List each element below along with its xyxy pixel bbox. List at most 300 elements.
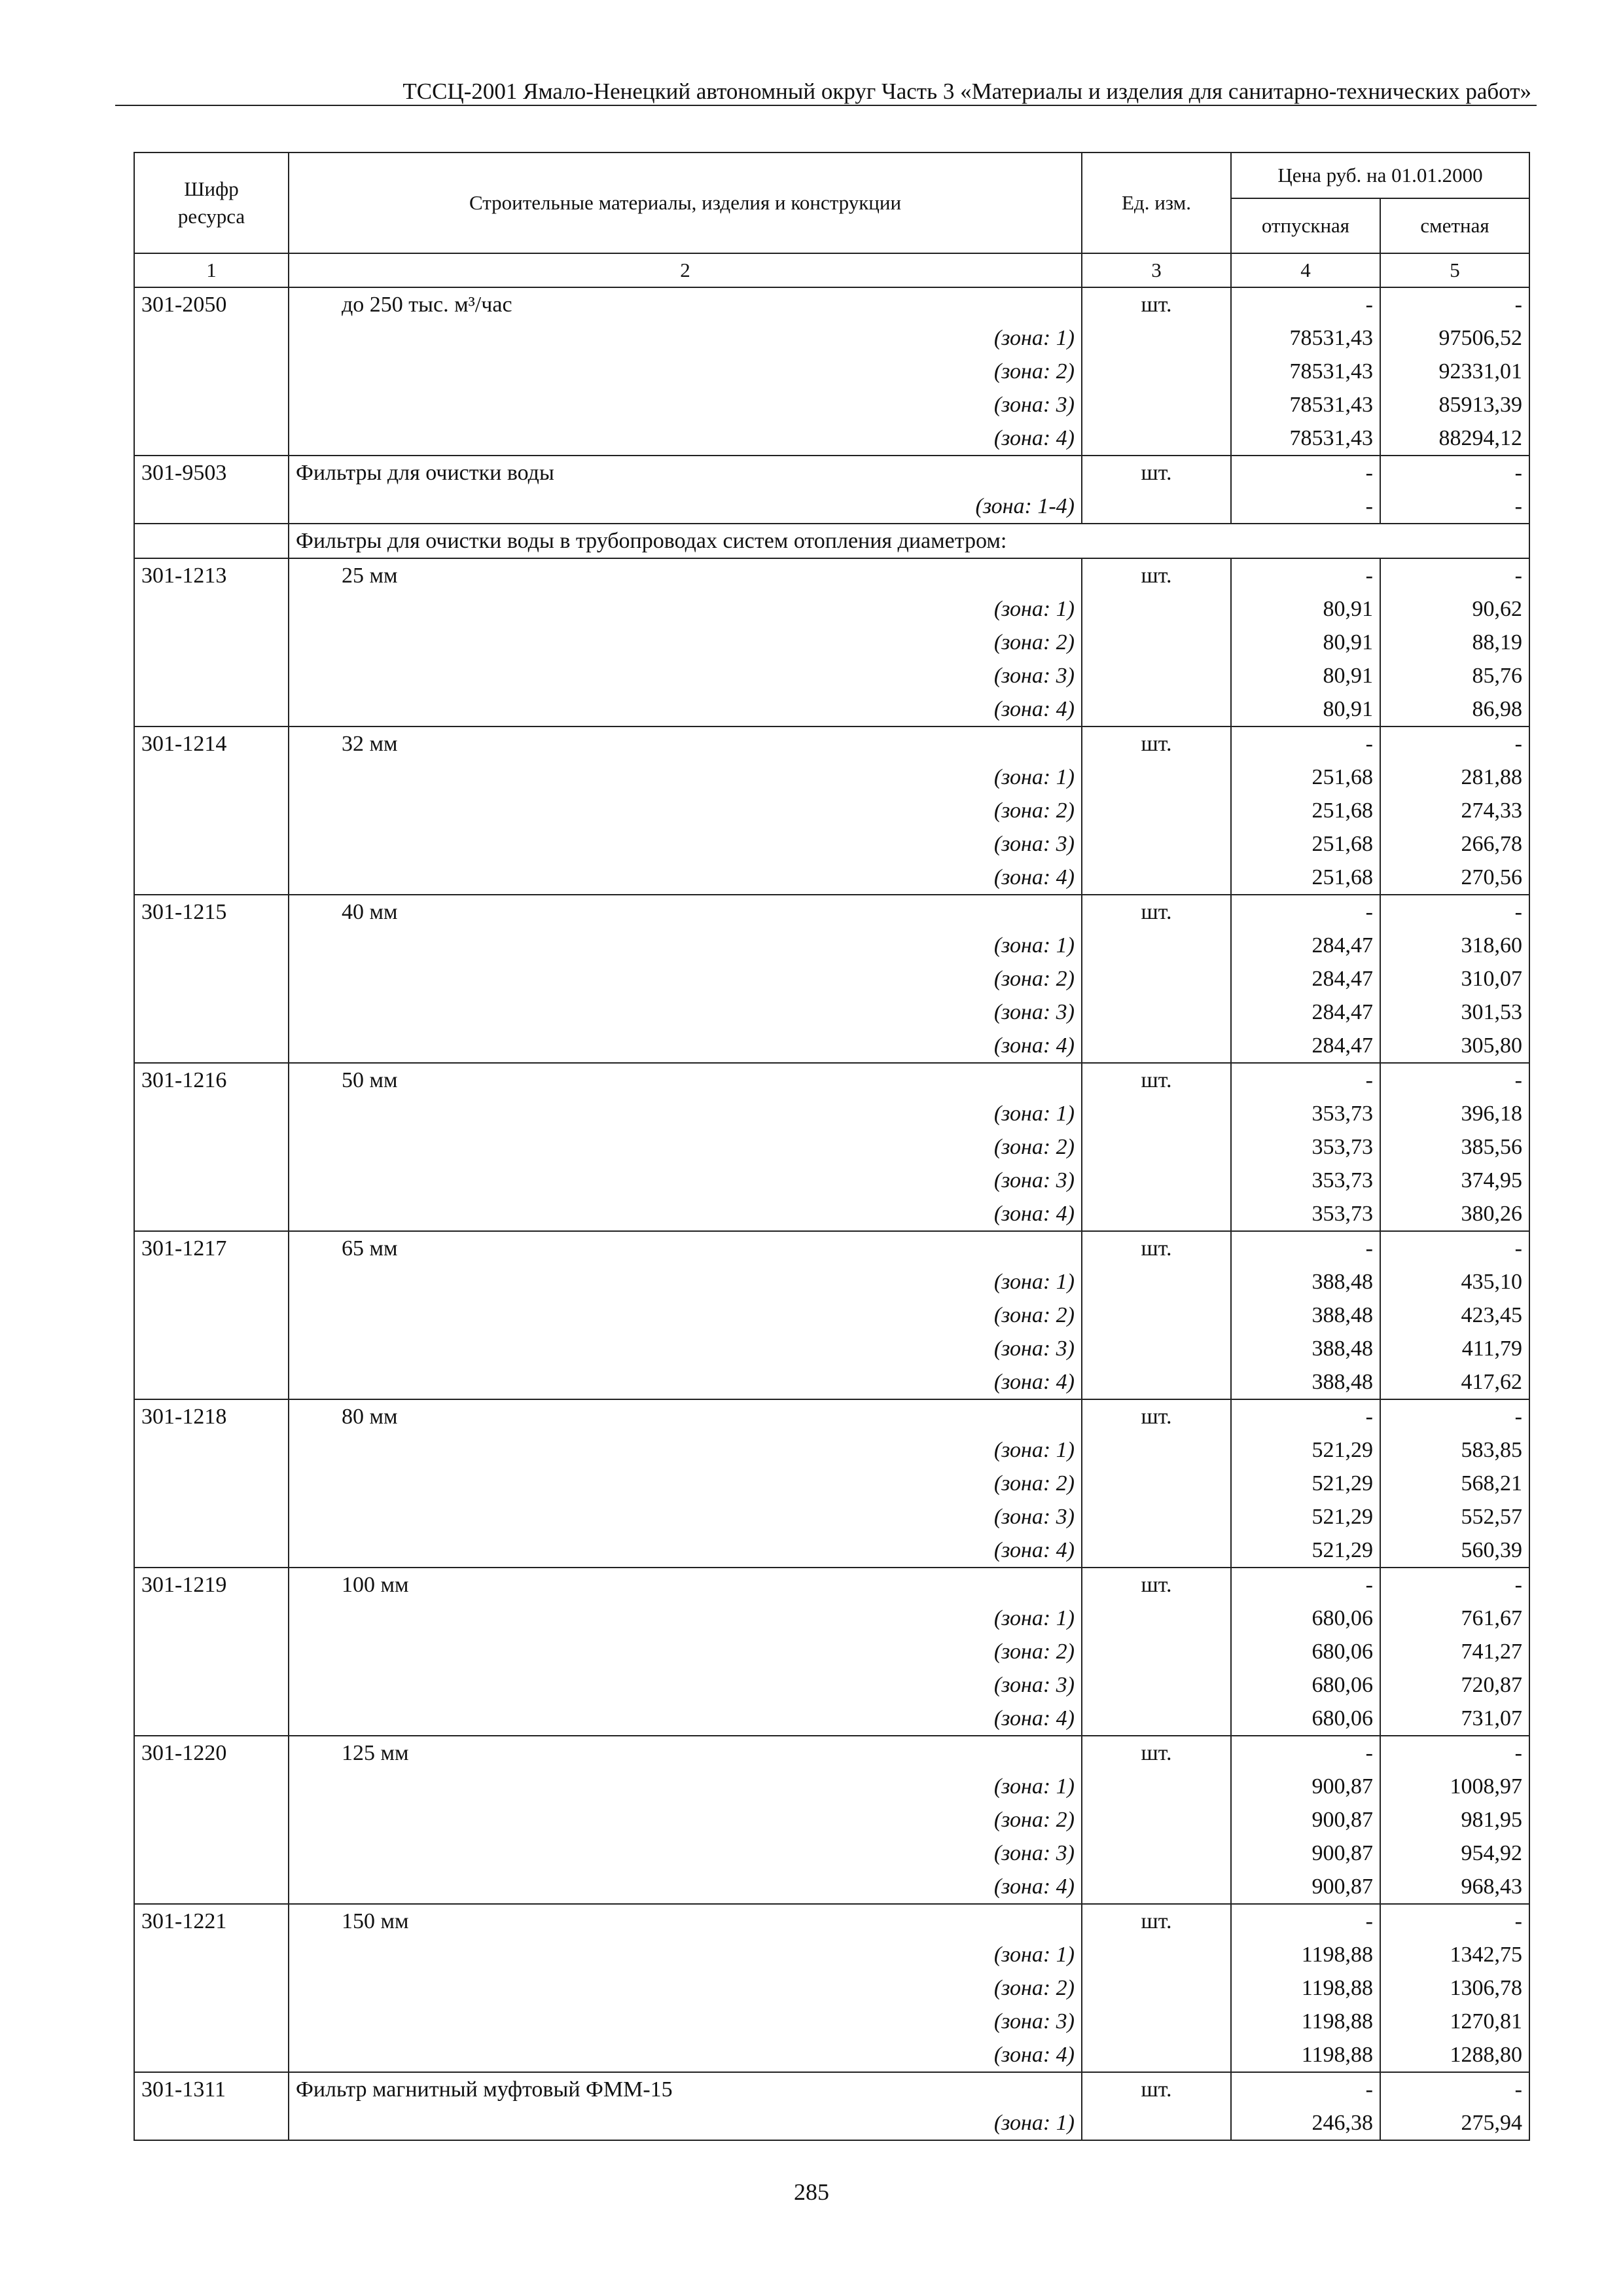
release-price: 80,91 xyxy=(1231,592,1380,626)
estimate-price: 305,80 xyxy=(1380,1029,1529,1063)
estimate-price: 968,43 xyxy=(1380,1870,1529,1904)
header-code: Шифр ресурса xyxy=(134,152,289,253)
zone-unit-cell xyxy=(1082,388,1231,422)
estimate-price: 85,76 xyxy=(1380,659,1529,692)
zone-label: (зона: 3) xyxy=(289,1332,1082,1365)
estimate-price: 92331,01 xyxy=(1380,355,1529,388)
zone-code-cell xyxy=(134,761,289,794)
estimate-price: - xyxy=(1380,1231,1529,1265)
release-price: 78531,43 xyxy=(1231,355,1380,388)
column-number: 3 xyxy=(1082,253,1231,287)
zone-code-cell xyxy=(134,1971,289,2005)
zone-row xyxy=(134,1803,1529,1837)
zone-unit-cell xyxy=(1082,794,1231,827)
estimate-price: - xyxy=(1380,2072,1529,2106)
unit-cell: шт. xyxy=(1082,456,1231,490)
zone-unit-cell xyxy=(1082,1467,1231,1500)
resource-name: 32 мм xyxy=(289,726,1082,761)
release-price: 388,48 xyxy=(1231,1332,1380,1365)
zone-code-cell xyxy=(134,861,289,895)
zone-unit-cell xyxy=(1082,321,1231,355)
zone-label: (зона: 1) xyxy=(289,592,1082,626)
resource-code: 301-1219 xyxy=(134,1568,289,1602)
unit-cell: шт. xyxy=(1082,1736,1231,1770)
zone-code-cell xyxy=(134,490,289,524)
estimate-price: 1306,78 xyxy=(1380,1971,1529,2005)
zone-row xyxy=(134,2005,1529,2038)
resource-name: Фильтры для очистки воды xyxy=(289,456,1082,490)
estimate-price: 385,56 xyxy=(1380,1130,1529,1164)
unit-cell: шт. xyxy=(1082,895,1231,929)
zone-code-cell xyxy=(134,626,289,659)
zone-code-cell xyxy=(134,794,289,827)
zone-code-cell xyxy=(134,1500,289,1534)
zone-label: (зона: 3) xyxy=(289,2005,1082,2038)
zone-unit-cell xyxy=(1082,2005,1231,2038)
zone-row xyxy=(134,626,1529,659)
zone-unit-cell xyxy=(1082,827,1231,861)
estimate-price: 1288,80 xyxy=(1380,2038,1529,2072)
zone-label: (зона: 2) xyxy=(289,1971,1082,2005)
zone-unit-cell xyxy=(1082,1534,1231,1568)
release-price: 680,06 xyxy=(1231,1668,1380,1702)
zone-code-cell xyxy=(134,1029,289,1063)
zone-unit-cell xyxy=(1082,1971,1231,2005)
estimate-price: 310,07 xyxy=(1380,962,1529,996)
resource-row xyxy=(134,2072,1529,2106)
estimate-price: 380,26 xyxy=(1380,1197,1529,1231)
zone-code-cell xyxy=(134,1164,289,1197)
zone-label: (зона: 2) xyxy=(289,1635,1082,1668)
zone-row xyxy=(134,1265,1529,1299)
estimate-price: - xyxy=(1380,1736,1529,1770)
resource-row xyxy=(134,456,1529,490)
zone-row xyxy=(134,1467,1529,1500)
zone-label: (зона: 1) xyxy=(289,761,1082,794)
zone-row xyxy=(134,2038,1529,2072)
zone-row xyxy=(134,1837,1529,1870)
zone-row xyxy=(134,1602,1529,1635)
zone-code-cell xyxy=(134,962,289,996)
zone-row xyxy=(134,1433,1529,1467)
estimate-price: 86,98 xyxy=(1380,692,1529,726)
release-price: - xyxy=(1231,1568,1380,1602)
estimate-price: 1008,97 xyxy=(1380,1770,1529,1803)
zone-code-cell xyxy=(134,659,289,692)
release-price: 680,06 xyxy=(1231,1702,1380,1736)
zone-label: (зона: 2) xyxy=(289,1803,1082,1837)
estimate-price: 301,53 xyxy=(1380,996,1529,1029)
zone-code-cell xyxy=(134,2038,289,2072)
resource-row xyxy=(134,287,1529,321)
resource-row xyxy=(134,1063,1529,1097)
estimate-price: 97506,52 xyxy=(1380,321,1529,355)
zone-code-cell xyxy=(134,1668,289,1702)
zone-label: (зона: 1) xyxy=(289,929,1082,962)
section-heading: Фильтры для очистки воды в трубопроводах систем отопления диаметром: xyxy=(289,524,1529,558)
zone-row xyxy=(134,355,1529,388)
release-price: 1198,88 xyxy=(1231,1971,1380,2005)
zone-unit-cell xyxy=(1082,692,1231,726)
zone-row xyxy=(134,1029,1529,1063)
zone-label: (зона: 3) xyxy=(289,827,1082,861)
zone-row xyxy=(134,1770,1529,1803)
unit-cell: шт. xyxy=(1082,2072,1231,2106)
resource-name: 100 мм xyxy=(289,1568,1082,1602)
release-price: 251,68 xyxy=(1231,861,1380,895)
estimate-price: 720,87 xyxy=(1380,1668,1529,1702)
zone-unit-cell xyxy=(1082,1197,1231,1231)
zone-unit-cell xyxy=(1082,761,1231,794)
zone-code-cell xyxy=(134,2106,289,2140)
zone-code-cell xyxy=(134,1265,289,1299)
zone-label: (зона: 4) xyxy=(289,1870,1082,1904)
estimate-price: - xyxy=(1380,558,1529,592)
zone-code-cell xyxy=(134,1870,289,1904)
release-price: - xyxy=(1231,456,1380,490)
release-price: 78531,43 xyxy=(1231,388,1380,422)
zone-row xyxy=(134,794,1529,827)
estimate-price: 583,85 xyxy=(1380,1433,1529,1467)
zone-label: (зона: 3) xyxy=(289,659,1082,692)
resource-row xyxy=(134,726,1529,761)
zone-code-cell xyxy=(134,321,289,355)
zone-row xyxy=(134,827,1529,861)
zone-row xyxy=(134,996,1529,1029)
zone-unit-cell xyxy=(1082,1500,1231,1534)
zone-label: (зона: 2) xyxy=(289,794,1082,827)
zone-code-cell xyxy=(134,996,289,1029)
release-price: - xyxy=(1231,558,1380,592)
estimate-price: 560,39 xyxy=(1380,1534,1529,1568)
resource-name: 25 мм xyxy=(289,558,1082,592)
zone-label: (зона: 4) xyxy=(289,1534,1082,1568)
zone-row xyxy=(134,592,1529,626)
zone-row xyxy=(134,1332,1529,1365)
zone-label: (зона: 4) xyxy=(289,1365,1082,1399)
zone-label: (зона: 2) xyxy=(289,1130,1082,1164)
zone-code-cell xyxy=(134,1365,289,1399)
release-price: 900,87 xyxy=(1231,1870,1380,1904)
zone-unit-cell xyxy=(1082,2038,1231,2072)
release-price: 246,38 xyxy=(1231,2106,1380,2140)
zone-unit-cell xyxy=(1082,422,1231,456)
page-number: 285 xyxy=(794,2179,829,2205)
estimate-price: 274,33 xyxy=(1380,794,1529,827)
estimate-price: 411,79 xyxy=(1380,1332,1529,1365)
zone-label: (зона: 3) xyxy=(289,388,1082,422)
resource-code: 301-9503 xyxy=(134,456,289,490)
release-price: 80,91 xyxy=(1231,692,1380,726)
release-price: 900,87 xyxy=(1231,1837,1380,1870)
release-price: 284,47 xyxy=(1231,929,1380,962)
release-price: 284,47 xyxy=(1231,962,1380,996)
release-price: 680,06 xyxy=(1231,1602,1380,1635)
zone-code-cell xyxy=(134,1467,289,1500)
estimate-price: 85913,39 xyxy=(1380,388,1529,422)
estimate-price: 761,67 xyxy=(1380,1602,1529,1635)
zone-row xyxy=(134,1197,1529,1231)
zone-label: (зона: 4) xyxy=(289,1197,1082,1231)
zone-label: (зона: 1) xyxy=(289,1097,1082,1130)
header-unit: Ед. изм. xyxy=(1082,152,1231,253)
zone-unit-cell xyxy=(1082,1702,1231,1736)
unit-cell: шт. xyxy=(1082,558,1231,592)
release-price: 353,73 xyxy=(1231,1197,1380,1231)
zone-code-cell xyxy=(134,1837,289,1870)
zone-code-cell xyxy=(134,1635,289,1668)
zone-unit-cell xyxy=(1082,626,1231,659)
zone-unit-cell xyxy=(1082,355,1231,388)
estimate-price: 266,78 xyxy=(1380,827,1529,861)
zone-row xyxy=(134,1130,1529,1164)
release-price: - xyxy=(1231,1904,1380,1938)
zone-code-cell xyxy=(134,388,289,422)
estimate-price: 281,88 xyxy=(1380,761,1529,794)
estimate-price: 741,27 xyxy=(1380,1635,1529,1668)
estimate-price: 88,19 xyxy=(1380,626,1529,659)
zone-code-cell xyxy=(134,355,289,388)
zone-row xyxy=(134,929,1529,962)
release-price: 900,87 xyxy=(1231,1770,1380,1803)
zone-unit-cell xyxy=(1082,1433,1231,1467)
zone-label: (зона: 1) xyxy=(289,1602,1082,1635)
zone-unit-cell xyxy=(1082,1029,1231,1063)
zone-row xyxy=(134,1635,1529,1668)
zone-unit-cell xyxy=(1082,659,1231,692)
zone-unit-cell xyxy=(1082,1803,1231,1837)
estimate-price: 90,62 xyxy=(1380,592,1529,626)
zone-row xyxy=(134,1365,1529,1399)
release-price: - xyxy=(1231,726,1380,761)
estimate-price: - xyxy=(1380,287,1529,321)
resource-code: 301-1216 xyxy=(134,1063,289,1097)
zone-unit-cell xyxy=(1082,2106,1231,2140)
zone-label: (зона: 3) xyxy=(289,1837,1082,1870)
release-price: - xyxy=(1231,2072,1380,2106)
zone-unit-cell xyxy=(1082,962,1231,996)
zone-label: (зона: 2) xyxy=(289,1467,1082,1500)
column-number: 5 xyxy=(1380,253,1529,287)
estimate-price: 731,07 xyxy=(1380,1702,1529,1736)
unit-cell: шт. xyxy=(1082,287,1231,321)
estimate-price: - xyxy=(1380,1063,1529,1097)
resource-row xyxy=(134,895,1529,929)
zone-unit-cell xyxy=(1082,861,1231,895)
column-number: 4 xyxy=(1231,253,1380,287)
resource-code: 301-1213 xyxy=(134,558,289,592)
zone-row xyxy=(134,761,1529,794)
release-price: 251,68 xyxy=(1231,794,1380,827)
table-header xyxy=(134,152,1529,253)
estimate-price: - xyxy=(1380,1568,1529,1602)
zone-row xyxy=(134,861,1529,895)
header-name: Строительные материалы, изделия и конструкции xyxy=(289,152,1082,253)
zone-unit-cell xyxy=(1082,1635,1231,1668)
release-price: 80,91 xyxy=(1231,659,1380,692)
estimate-price: - xyxy=(1380,1904,1529,1938)
header-estimate-price: сметная xyxy=(1380,198,1529,253)
estimate-price: - xyxy=(1380,1399,1529,1433)
zone-code-cell xyxy=(134,1602,289,1635)
zone-code-cell xyxy=(134,2005,289,2038)
zone-code-cell xyxy=(134,1433,289,1467)
release-price: - xyxy=(1231,287,1380,321)
zone-unit-cell xyxy=(1082,1130,1231,1164)
resource-code: 301-2050 xyxy=(134,287,289,321)
zone-row xyxy=(134,1668,1529,1702)
estimate-price: 981,95 xyxy=(1380,1803,1529,1837)
zone-unit-cell xyxy=(1082,1332,1231,1365)
zone-code-cell xyxy=(134,827,289,861)
zone-row xyxy=(134,1299,1529,1332)
resource-code: 301-1221 xyxy=(134,1904,289,1938)
release-price: - xyxy=(1231,1063,1380,1097)
zone-label: (зона: 1-4) xyxy=(289,490,1082,524)
release-price: - xyxy=(1231,1736,1380,1770)
zone-label: (зона: 4) xyxy=(289,692,1082,726)
estimate-price: 318,60 xyxy=(1380,929,1529,962)
estimate-price: 396,18 xyxy=(1380,1097,1529,1130)
resource-name: 50 мм xyxy=(289,1063,1082,1097)
zone-code-cell xyxy=(134,422,289,456)
zone-code-cell xyxy=(134,1702,289,1736)
release-price: 353,73 xyxy=(1231,1130,1380,1164)
unit-cell: шт. xyxy=(1082,1568,1231,1602)
column-number-row xyxy=(134,253,1529,287)
zone-row xyxy=(134,1164,1529,1197)
zone-unit-cell xyxy=(1082,996,1231,1029)
release-price: - xyxy=(1231,1231,1380,1265)
resource-name: до 250 тыс. м³/час xyxy=(289,287,1082,321)
zone-row xyxy=(134,422,1529,456)
release-price: 680,06 xyxy=(1231,1635,1380,1668)
zone-code-cell xyxy=(134,1332,289,1365)
zone-row xyxy=(134,321,1529,355)
resource-name: 65 мм xyxy=(289,1231,1082,1265)
section-heading-row xyxy=(134,524,1529,558)
release-price: 78531,43 xyxy=(1231,321,1380,355)
estimate-price: - xyxy=(1380,490,1529,524)
zone-unit-cell xyxy=(1082,1938,1231,1971)
zone-code-cell xyxy=(134,1197,289,1231)
resource-name: Фильтр магнитный муфтовый ФММ-15 xyxy=(289,2072,1082,2106)
release-price: 388,48 xyxy=(1231,1365,1380,1399)
header-release-price: отпускная xyxy=(1231,198,1380,253)
zone-code-cell xyxy=(134,1534,289,1568)
zone-label: (зона: 2) xyxy=(289,1299,1082,1332)
zone-row xyxy=(134,1097,1529,1130)
zone-label: (зона: 1) xyxy=(289,2106,1082,2140)
resource-row xyxy=(134,558,1529,592)
zone-unit-cell xyxy=(1082,1299,1231,1332)
release-price: 900,87 xyxy=(1231,1803,1380,1837)
release-price: 1198,88 xyxy=(1231,1938,1380,1971)
estimate-price: 423,45 xyxy=(1380,1299,1529,1332)
estimate-price: - xyxy=(1380,895,1529,929)
estimate-price: 275,94 xyxy=(1380,2106,1529,2140)
zone-unit-cell xyxy=(1082,1097,1231,1130)
zone-unit-cell xyxy=(1082,929,1231,962)
estimate-price: 1342,75 xyxy=(1380,1938,1529,1971)
release-price: 251,68 xyxy=(1231,827,1380,861)
zone-code-cell xyxy=(134,1770,289,1803)
zone-code-cell xyxy=(134,1938,289,1971)
zone-code-cell xyxy=(134,592,289,626)
zone-label: (зона: 1) xyxy=(289,321,1082,355)
zone-unit-cell xyxy=(1082,592,1231,626)
release-price: - xyxy=(1231,895,1380,929)
unit-cell: шт. xyxy=(1082,726,1231,761)
section-code-cell xyxy=(134,524,289,558)
zone-code-cell xyxy=(134,929,289,962)
resource-code: 301-1311 xyxy=(134,2072,289,2106)
zone-row xyxy=(134,692,1529,726)
table-body xyxy=(134,253,1529,2140)
estimate-price: - xyxy=(1380,726,1529,761)
zone-code-cell xyxy=(134,1299,289,1332)
zone-row xyxy=(134,1702,1529,1736)
zone-unit-cell xyxy=(1082,1668,1231,1702)
release-price: 388,48 xyxy=(1231,1299,1380,1332)
estimate-price: 552,57 xyxy=(1380,1500,1529,1534)
zone-label: (зона: 4) xyxy=(289,1702,1082,1736)
release-price: 251,68 xyxy=(1231,761,1380,794)
release-price: 353,73 xyxy=(1231,1164,1380,1197)
zone-row xyxy=(134,659,1529,692)
release-price: 78531,43 xyxy=(1231,422,1380,456)
zone-unit-cell xyxy=(1082,1770,1231,1803)
release-price: 388,48 xyxy=(1231,1265,1380,1299)
resource-row xyxy=(134,1568,1529,1602)
release-price: 521,29 xyxy=(1231,1534,1380,1568)
zone-label: (зона: 4) xyxy=(289,422,1082,456)
header-price-group: Цена руб. на 01.01.2000 xyxy=(1231,152,1529,198)
column-number: 2 xyxy=(289,253,1082,287)
zone-row xyxy=(134,1938,1529,1971)
zone-row xyxy=(134,490,1529,524)
estimate-price: 954,92 xyxy=(1380,1837,1529,1870)
resource-code: 301-1215 xyxy=(134,895,289,929)
zone-label: (зона: 3) xyxy=(289,1668,1082,1702)
release-price: 284,47 xyxy=(1231,996,1380,1029)
resource-name: 80 мм xyxy=(289,1399,1082,1433)
zone-unit-cell xyxy=(1082,490,1231,524)
resource-code: 301-1217 xyxy=(134,1231,289,1265)
zone-label: (зона: 2) xyxy=(289,626,1082,659)
resource-name: 40 мм xyxy=(289,895,1082,929)
zone-row xyxy=(134,1534,1529,1568)
zone-label: (зона: 1) xyxy=(289,1938,1082,1971)
zone-label: (зона: 1) xyxy=(289,1433,1082,1467)
zone-label: (зона: 4) xyxy=(289,2038,1082,2072)
header-divider xyxy=(115,105,1537,106)
zone-row xyxy=(134,1870,1529,1904)
estimate-price: 374,95 xyxy=(1380,1164,1529,1197)
price-table xyxy=(134,152,1530,2141)
zone-label: (зона: 1) xyxy=(289,1770,1082,1803)
zone-label: (зона: 3) xyxy=(289,1164,1082,1197)
zone-unit-cell xyxy=(1082,1870,1231,1904)
estimate-price: 568,21 xyxy=(1380,1467,1529,1500)
zone-label: (зона: 3) xyxy=(289,996,1082,1029)
estimate-price: 270,56 xyxy=(1380,861,1529,895)
zone-label: (зона: 3) xyxy=(289,1500,1082,1534)
resource-code: 301-1214 xyxy=(134,726,289,761)
zone-label: (зона: 1) xyxy=(289,1265,1082,1299)
resource-row xyxy=(134,1231,1529,1265)
column-number: 1 xyxy=(134,253,289,287)
